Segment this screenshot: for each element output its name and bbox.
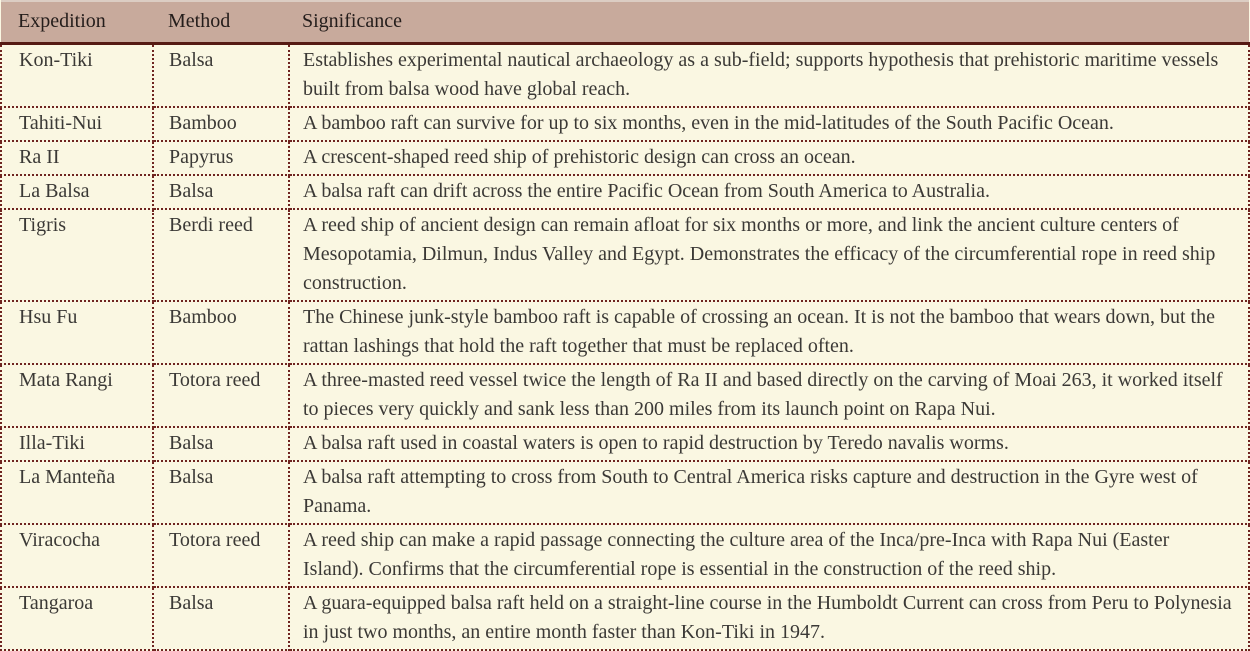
column-header-expedition: Expedition [1, 1, 153, 44]
method-cell: Totora reed [153, 524, 289, 587]
significance-cell: A crescent-shaped reed ship of prehistoric design can cross an ocean. [289, 141, 1249, 175]
table-row [1, 364, 1249, 427]
method-cell: Balsa [153, 427, 289, 461]
expedition-cell: Tahiti-Nui [1, 107, 153, 141]
expedition-cell: Hsu Fu [1, 301, 153, 364]
column-header-method: Method [153, 1, 289, 44]
table-row [1, 209, 1249, 301]
significance-cell: The Chinese junk-style bamboo raft is capable of crossing an ocean. It is not the bamboo that wears down, but the rattan lashings that hold the raft together that must be replaced often. [289, 301, 1249, 364]
method-cell: Balsa [153, 587, 289, 650]
expedition-cell: Viracocha [1, 524, 153, 587]
method-cell: Papyrus [153, 141, 289, 175]
table-header [1, 1, 1249, 44]
table-row [1, 461, 1249, 524]
header-row [1, 1, 1249, 44]
significance-cell: A balsa raft can drift across the entire Pacific Ocean from South America to Australia. [289, 175, 1249, 209]
significance-cell: A reed ship of ancient design can remain afloat for six months or more, and link the ancient culture centers of Mesopotamia, Dilmun, Indus Valley and Egypt. Demonstrates the efficacy of the circumferential rope in reed ship construction. [289, 209, 1249, 301]
significance-cell: A balsa raft attempting to cross from South to Central America risks capture and destruction in the Gyre west of Panama. [289, 461, 1249, 524]
method-cell: Bamboo [153, 301, 289, 364]
expedition-cell: La Balsa [1, 175, 153, 209]
method-cell: Totora reed [153, 364, 289, 427]
table-row [1, 427, 1249, 461]
method-cell: Balsa [153, 175, 289, 209]
expedition-cell: Illa-Tiki [1, 427, 153, 461]
significance-cell: A reed ship can make a rapid passage connecting the culture area of the Inca/pre-Inca with Rapa Nui (Easter Island). Confirms that the circumferential rope is essential in the construction of the reed ship. [289, 524, 1249, 587]
expedition-cell: Tangaroa [1, 587, 153, 650]
significance-cell: A balsa raft used in coastal waters is open to rapid destruction by Teredo navalis worms. [289, 427, 1249, 461]
expedition-cell: Tigris [1, 209, 153, 301]
method-cell: Balsa [153, 44, 289, 108]
expedition-cell: Mata Rangi [1, 364, 153, 427]
method-cell: Bamboo [153, 107, 289, 141]
table-row [1, 107, 1249, 141]
table-row [1, 175, 1249, 209]
method-cell: Berdi reed [153, 209, 289, 301]
column-header-significance: Significance [289, 1, 1249, 44]
expedition-cell: Ra II [1, 141, 153, 175]
significance-cell: A guara-equipped balsa raft held on a straight-line course in the Humboldt Current can cross from Peru to Polynesia in just two months, an entire month faster than Kon-Tiki in 1947. [289, 587, 1249, 650]
table-row [1, 44, 1249, 108]
table-row [1, 587, 1249, 650]
significance-cell: A three-masted reed vessel twice the length of Ra II and based directly on the carving of Moai 263, it worked itself to pieces very quickly and sank less than 200 miles from its launch point on Rapa Nui. [289, 364, 1249, 427]
table-body [1, 44, 1249, 651]
expedition-cell: Kon-Tiki [1, 44, 153, 108]
table-row [1, 524, 1249, 587]
method-cell: Balsa [153, 461, 289, 524]
significance-cell: A bamboo raft can survive for up to six months, even in the mid-latitudes of the South Pacific Ocean. [289, 107, 1249, 141]
table-row [1, 301, 1249, 364]
significance-cell: Establishes experimental nautical archaeology as a sub-field; supports hypothesis that prehistoric maritime vessels built from balsa wood have global reach. [289, 44, 1249, 108]
expedition-cell: La Manteña [1, 461, 153, 524]
table-row [1, 141, 1249, 175]
